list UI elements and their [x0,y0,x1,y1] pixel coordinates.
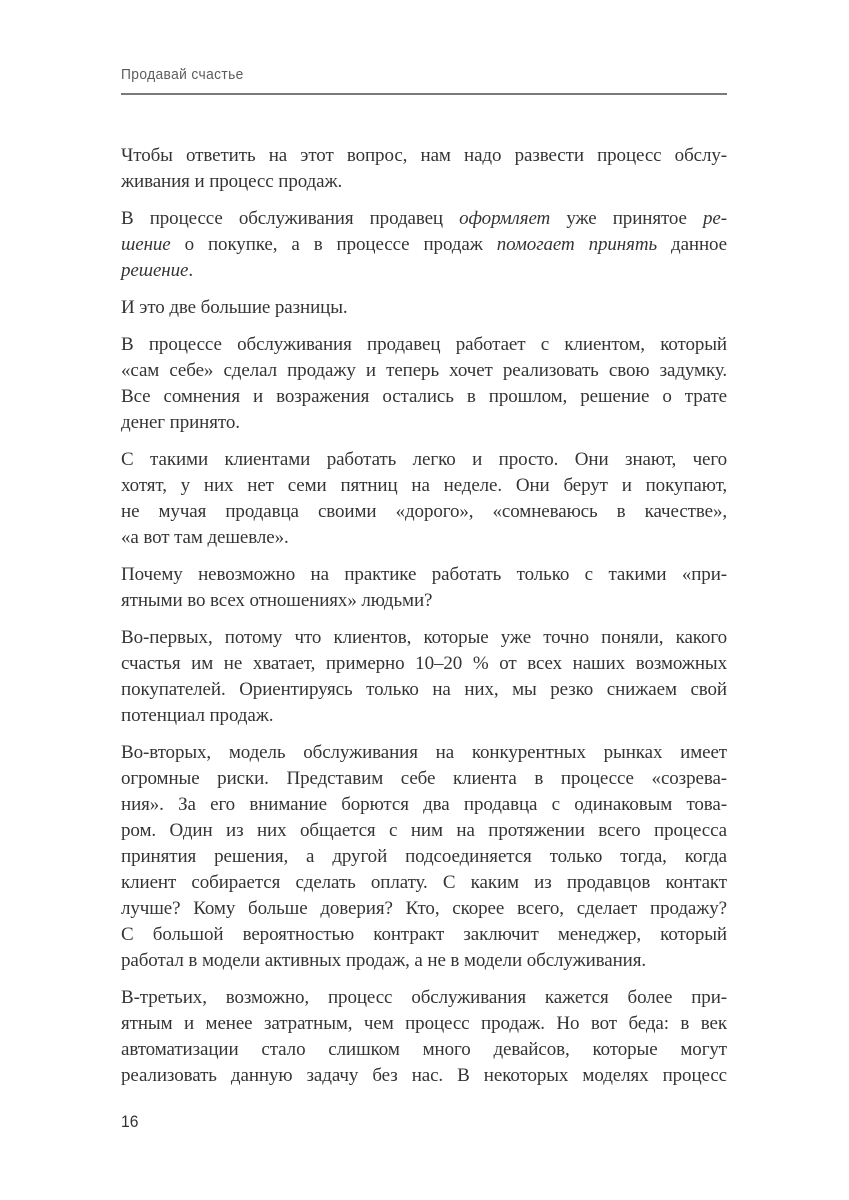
text-line [121,896,727,922]
text-segment: хотят, у них нет семи пятниц на неделе. Они берут и покупают, [121,475,727,496]
text-line [121,232,727,258]
paragraph [121,143,727,195]
text-line [121,985,727,1011]
text-segment: данное [657,234,728,255]
text-segment: счастья им не хватает, примерно 10–20 % от всех наших возможных [121,653,727,674]
text-line [121,295,727,321]
italic-text-segment: ре- [703,208,727,229]
text-line [121,206,727,232]
text-line [121,818,727,844]
paragraph [121,447,727,551]
text-line [121,384,727,410]
text-segment: В процессе обслуживания продавец [121,208,460,229]
text-segment: автоматизации стало слишком много девайсов, которые могут [121,1039,727,1060]
text-line [121,410,727,436]
text-line [121,588,727,614]
text-segment: С большой вероятностью контракт заключит менеджер, который [121,924,727,945]
text-line [121,1063,727,1089]
text-segment: ятным и менее затратным, чем процесс продаж. Но вот беда: в век [121,1013,727,1034]
text-line [121,948,727,974]
text-segment: «а вот там дешевле». [121,527,289,548]
text-segment: Почему невозможно на практике работать только с такими «при- [121,564,727,585]
text-line [121,473,727,499]
text-segment: принятия решения, а другой подсоединяется только тогда, когда [121,846,727,867]
text-line [121,562,727,588]
text-segment: клиент собирается сделать оплату. С каким из продавцов контакт [121,872,727,893]
text-segment: потенциал продаж. [121,705,274,726]
text-segment: С такими клиентами работать легко и просто. Они знают, чего [121,449,727,470]
paragraph [121,985,727,1089]
paragraph [121,562,727,614]
text-segment: огромные риски. Представим себе клиента в процессе «созрева- [121,768,727,789]
text-segment: работал в модели активных продаж, а не в модели обслуживания. [121,950,647,971]
text-segment: ром. Один из них общается с ним на протяжении всего процесса [121,820,727,841]
page-header [121,0,727,95]
text-line [121,703,727,729]
text-line [121,358,727,384]
text-segment: Во-первых, потому что клиентов, которые уже точно поняли, какого [121,627,727,648]
text-line [121,651,727,677]
page-body [121,143,727,1089]
text-line [121,169,727,195]
text-segment: . [188,260,194,281]
text-line [121,143,727,169]
header-rule [121,93,727,95]
text-segment: ятными во всех отношениях» людьми? [121,590,433,611]
paragraph [121,332,727,436]
paragraph [121,625,727,729]
text-line [121,625,727,651]
text-line [121,792,727,818]
text-line [121,258,727,284]
text-line [121,844,727,870]
text-segment: ния». За его внимание борются два продавца с одинаковым това- [121,794,727,815]
italic-text-segment: оформляет [459,208,551,229]
text-segment: Чтобы ответить на этот вопрос, нам надо развести процесс обслу- [121,145,727,166]
text-segment: живания и процесс продаж. [121,171,343,192]
text-line [121,499,727,525]
paragraph [121,206,727,284]
text-segment: реализовать данную задачу без нас. В некоторых моделях процесс [121,1065,727,1086]
text-line [121,525,727,551]
text-line [121,870,727,896]
text-segment: лучше? Кому больше доверия? Кто, скорее всего, сделает продажу? [121,898,727,919]
text-line [121,1011,727,1037]
running-header-title: Продавай счастье [121,66,244,83]
text-line [121,766,727,792]
text-segment: покупателей. Ориентируясь только на них, мы резко снижаем свой [121,679,727,700]
text-segment: Во-вторых, модель обслуживания на конкурентных рынках имеет [121,742,727,763]
text-segment: «сам себе» сделал продажу и теперь хочет реализовать свою задумку. [121,360,727,381]
italic-text-segment: помогает принять [496,234,658,255]
text-segment: Все сомнения и возражения остались в прошлом, решение о трате [121,386,727,407]
text-segment: денег принято. [121,412,240,433]
text-segment: не мучая продавца своими «дорого», «сомневаюсь в качестве», [121,501,727,522]
text-line [121,740,727,766]
italic-text-segment: решение [121,260,189,281]
text-segment: В-третьих, возможно, процесс обслуживания кажется более при- [121,987,727,1008]
text-line [121,922,727,948]
text-line [121,1037,727,1063]
text-segment: В процессе обслуживания продавец работает с клиентом, который [121,334,727,355]
text-line [121,447,727,473]
paragraph [121,740,727,974]
text-segment: уже принятое [550,208,704,229]
italic-text-segment: шение [121,234,171,255]
text-segment: И это две большие разницы. [121,297,348,318]
page-number: 16 [121,1112,139,1131]
paragraph [121,295,727,321]
text-line [121,332,727,358]
text-segment: о покупке, а в процессе продаж [170,234,497,255]
text-line [121,677,727,703]
